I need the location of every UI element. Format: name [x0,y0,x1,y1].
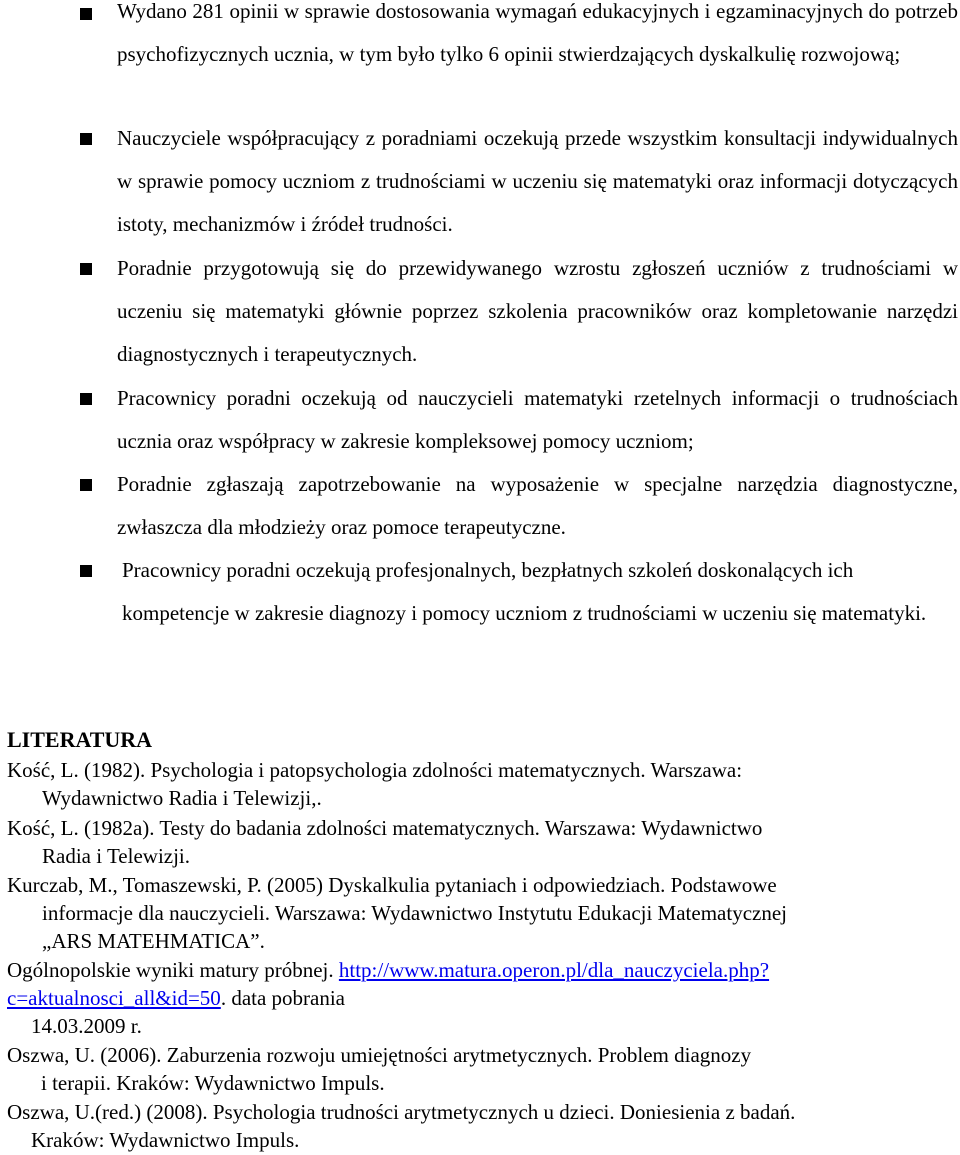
reference-entry [7,1098,795,1154]
reference-url-link[interactable]: c=aktualnosci_all&id=50 [7,986,221,1010]
square-bullet-icon [80,133,92,145]
reference-line: Kraków: Wydawnictwo Impuls. [31,1128,300,1152]
reference-url-link[interactable]: http://www.matura.operon.pl/dla_nauczyciela.php? [338,958,770,982]
reference-line [7,956,769,984]
reference-entry [7,956,769,1040]
reference-text: Ogólnopolskie wyniki matury próbnej. [7,958,339,982]
bullet-text: Pracownicy poradni oczekują profesjonalnych, bezpłatnych szkoleń doskonalących ich kompetencje w zakresie diagnozy i pomocy uczniom z trudnościami w uczeniu się matematyki. [122,558,927,625]
literature-heading: LITERATURA [7,727,153,752]
reference-line: Kość, L. (1982a). Testy do badania zdolności matematycznych. Warszawa: Wydawnictwo [7,816,763,840]
reference-entry [7,871,787,955]
reference-line: Wydawnictwo Radia i Telewizji,. [42,786,322,810]
reference-line: Kość, L. (1982). Psychologia i patopsychologia zdolności matematycznych. Warszawa: [7,758,743,782]
reference-line: Kurczab, M., Tomaszewski, P. (2005) Dyskalkulia pytaniach i odpowiedziach. Podstawowe [7,873,777,897]
square-bullet-icon [80,393,92,405]
square-bullet-icon [80,565,92,577]
reference-line: Radia i Telewizji. [42,844,191,868]
bullet-text: Wydano 281 opinii w sprawie dostosowania wymagań edukacyjnych i egzaminacyjnych do potrzeb psychofizycznych ucznia, w tym było tylko 6 opinii stwierdzających dyskalkulię rozwojową; [117,0,958,66]
reference-line: Oszwa, U. (2006). Zaburzenia rozwoju umiejętności arytmetycznych. Problem diagnozy [7,1043,752,1067]
reference-line: Oszwa, U.(red.) (2008). Psychologia trudności arytmetycznych u dzieci. Doniesienia z badań. [7,1100,796,1124]
square-bullet-icon [80,479,92,491]
reference-line: informacje dla nauczycieli. Warszawa: Wydawnictwo Instytutu Edukacji Matematycznej [42,901,787,925]
square-bullet-icon [80,263,92,275]
reference-entry [7,1041,751,1097]
bullet-text: Poradnie przygotowują się do przewidywanego wzrostu zgłoszeń uczniów z trudnościami w uczeniu się matematyki głównie poprzez szkolenia pracowników oraz kompletowanie narzędzi diagnostycznych i terapeutycznych. [117,256,958,366]
bullet-text: Nauczyciele współpracujący z poradniami oczekują przede wszystkim konsultacji indywidualnych w sprawie pomocy uczniom z trudnościami w uczeniu się matematyki oraz informacji dotyczących istoty, mechanizmów i źródeł trudności. [117,126,958,236]
bullet-text: Pracownicy poradni oczekują od nauczycieli matematyki rzetelnych informacji o trudnościach ucznia oraz współpracy w zakresie kompleksowej pomocy uczniom; [117,386,958,453]
reference-entry [7,756,742,812]
bullet-text: Poradnie zgłaszają zapotrzebowanie na wyposażenie w specjalne narzędzia diagnostyczne, zwłaszcza dla młodzieży oraz pomoce terapeutyczne. [117,472,958,539]
reference-line: 14.03.2009 r. [31,1014,142,1038]
reference-line: i terapii. Kraków: Wydawnictwo Impuls. [41,1071,385,1095]
reference-text: . data pobrania [220,986,346,1010]
reference-line [7,984,769,1012]
square-bullet-icon [80,8,92,20]
reference-line: „ARS MATEHMATICA”. [42,929,265,953]
reference-entry [7,814,762,870]
